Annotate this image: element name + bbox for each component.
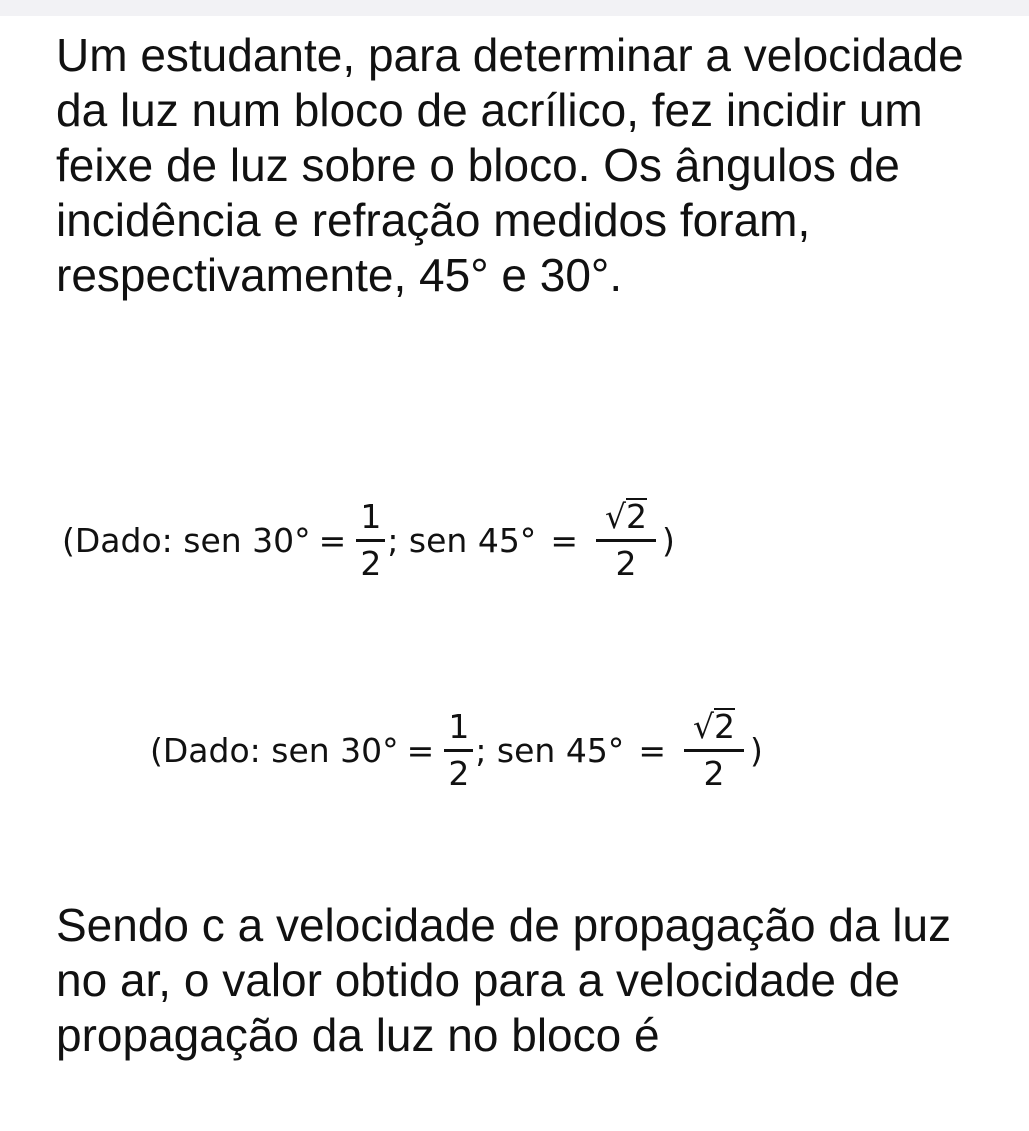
fraction-denominator: 2 bbox=[703, 753, 725, 793]
fraction-numerator bbox=[689, 707, 739, 749]
fraction-numerator bbox=[601, 497, 651, 539]
given-data-image-1 bbox=[62, 490, 675, 590]
fraction-denominator: 2 bbox=[448, 753, 470, 793]
given-label: (Dado: sen 30° bbox=[62, 520, 311, 560]
equals-sign: = bbox=[550, 520, 578, 560]
radicand: 2 bbox=[625, 496, 647, 536]
fraction-numerator: 1 bbox=[448, 706, 470, 746]
equals-sign: = bbox=[318, 520, 347, 560]
question-intro-text: Um estudante, para determinar a velocidade da luz num bloco de acrílico, fez incidir um feixe de luz sobre o bloco. Os ângulos de incidência e refração medidos foram, respectivamente, 45° e 30°. bbox=[56, 29, 964, 301]
given-close-paren: ) bbox=[661, 520, 675, 560]
fraction-root-two-over-two bbox=[596, 497, 656, 584]
equals-sign: = bbox=[638, 730, 666, 770]
fraction-numerator: 1 bbox=[360, 496, 382, 536]
fraction-one-half bbox=[356, 497, 385, 584]
square-root bbox=[605, 497, 647, 537]
given-close-paren: ) bbox=[749, 730, 763, 770]
question-outro-text: Sendo c a velocidade de propagação da luz no ar, o valor obtido para a velocidade de propagação da luz no bloco é bbox=[56, 899, 952, 1061]
radical-sign-icon: √ bbox=[692, 706, 714, 746]
top-strip bbox=[0, 0, 1029, 16]
fraction-root-two-over-two bbox=[684, 707, 744, 794]
fraction-denominator: 2 bbox=[360, 543, 382, 583]
given-data-image-2 bbox=[150, 700, 763, 800]
radicand: 2 bbox=[713, 706, 735, 746]
given-label: (Dado: sen 30° bbox=[150, 730, 399, 770]
radical-sign-icon: √ bbox=[604, 496, 626, 536]
given-separator: ; sen 45° bbox=[475, 730, 625, 770]
equals-sign: = bbox=[406, 730, 435, 770]
fraction-denominator: 2 bbox=[615, 543, 637, 583]
square-root bbox=[693, 707, 735, 747]
given-separator: ; sen 45° bbox=[387, 520, 537, 560]
fraction-one-half bbox=[444, 707, 473, 794]
